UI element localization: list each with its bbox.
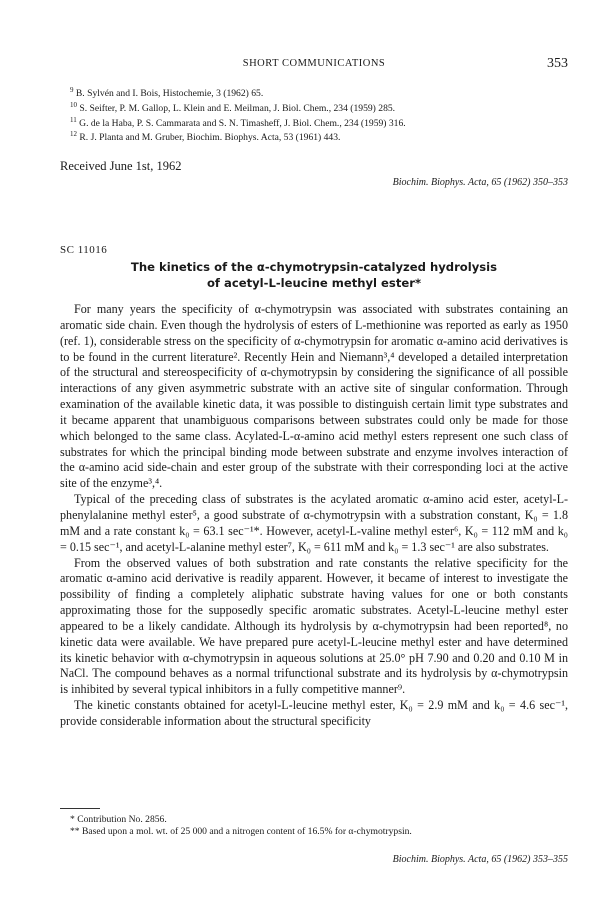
reference-item: $^{11}$ G. de la Haba, P. S. Cammarata and S. N. Timasheff, J. Biol. Chem., 234 (1959) 316. (70, 115, 406, 129)
reference-item: $^{12}$ R. J. Planta and M. Gruber, Biochim. Biophys. Acta, 53 (1961) 443. (70, 130, 341, 144)
received-date: Received June 1st, 1962 (60, 159, 182, 173)
body-paragraph: The kinetic constants obtained for acetyl-L-leucine methyl ester, K₀ = 2.9 mM and k₀ = 4.6 sec⁻¹, provide considerable information about the structural specificity (60, 698, 568, 728)
page-header (60, 58, 568, 74)
footnotes (70, 814, 412, 838)
sc-number: SC 11016 (60, 244, 108, 256)
title-line: of acetyl-L-leucine methyl ester* (206, 276, 422, 290)
footnote-divider (60, 808, 100, 809)
article-title (60, 259, 568, 291)
article-body (60, 302, 568, 730)
body-paragraph: Typical of the preceding class of substrates is the acylated aromatic α-amino acid ester, acetyl-L-phenylalanine methyl ester⁵, a good substrate of α-chymotrypsin with a substration constant, K₀ = 1.8 mM and a rate constant k₀ = 63.1 sec⁻¹*. However, acetyl-L-valine methyl ester⁶, K₀ = 112 mM and k₀ = 0.15 sec⁻¹, and acetyl-L-alanine methyl ester⁷, K₀ = 611 mM and k₀ = 1.3 sec⁻¹ are also substrates. (60, 492, 568, 554)
previous-article-citation: Biochim. Biophys. Acta, 65 (1962) 350–353 (392, 177, 568, 188)
footnote: ** Based upon a mol. wt. of 25 000 and a nitrogen content of 16.5% for α-chymotrypsin. (70, 826, 412, 837)
footnote: * Contribution No. 2856. (70, 814, 167, 825)
reference-item: $^{10}$ S. Seifter, P. M. Gallop, L. Klein and E. Meilman, J. Biol. Chem., 234 (1959) 285. (70, 100, 396, 114)
footer-citation: Biochim. Biophys. Acta, 65 (1962) 353–355 (392, 854, 568, 865)
page-number: 353 (547, 56, 568, 71)
body-paragraph: From the observed values of both substration and rate constants the relative specificity for the aromatic α-amino acid derivative is readily apparent. However, it became of interest to investigate the possibility of finding a completely aliphatic substrate having values for one or both constants approximating those for the supposedly specific aromatic substrates. Acetyl-L-leucine methyl ester appeared to be a likely candidate. Although its hydrolysis by α-chymotrypsin had been reported⁸, no kinetic data were available. We have prepared pure acetyl-L-leucine methyl ester and have determined its kinetic behavior with α-chymotrypsin in aqueous solutions at 25.0° pH 7.90 and 0.20 and 0.10 M in NaCl. The compound behaves as a normal trifunctional substrate and its hydrolysis by α-chymotrypsin is inhibited by several typical inhibitors in a fully competitive manner⁹. (60, 555, 568, 697)
body-paragraph: For many years the specificity of α-chymotrypsin was associated with substrates containing an aromatic side chain. Even though the hydrolysis of esters of L-methionine was reported as early as 1950 (ref. 1), considerable stress on the specificity of α-chymotrypsin for aromatic α-amino acid derivatives is to be found in the current literature². Recently Hein and Niemann³,⁴ developed a detailed interpretation of the structural and stereospecificity of α-chymotrypsin by considering the significance of all possible interactions of any given asymmetric substrate with an active site of singular conformation. Through examination of the available kinetic data, it was possible to distinguish certain limit type substrates and it became apparent that unambiguous comparisons between substrates could only be made for those which belonged to the same class. Acylated-L-α-amino acid methyl esters represent one such class of substrates for which the principal binding mode between substrate and enzyme involves interaction of the α-amino acid side-chain and ester group of the substrate with their corresponding loci at the active site of the enzyme³,⁴. (60, 302, 568, 491)
title-line: The kinetics of the α-chymotrypsin-catalyzed hydrolysis (130, 260, 498, 274)
reference-item: $^9$ B. Sylvén and I. Bois, Histochemie, 3 (1962) 65. (70, 86, 264, 100)
running-head: SHORT COMMUNICATIONS (242, 58, 386, 69)
reference-list (70, 85, 568, 144)
